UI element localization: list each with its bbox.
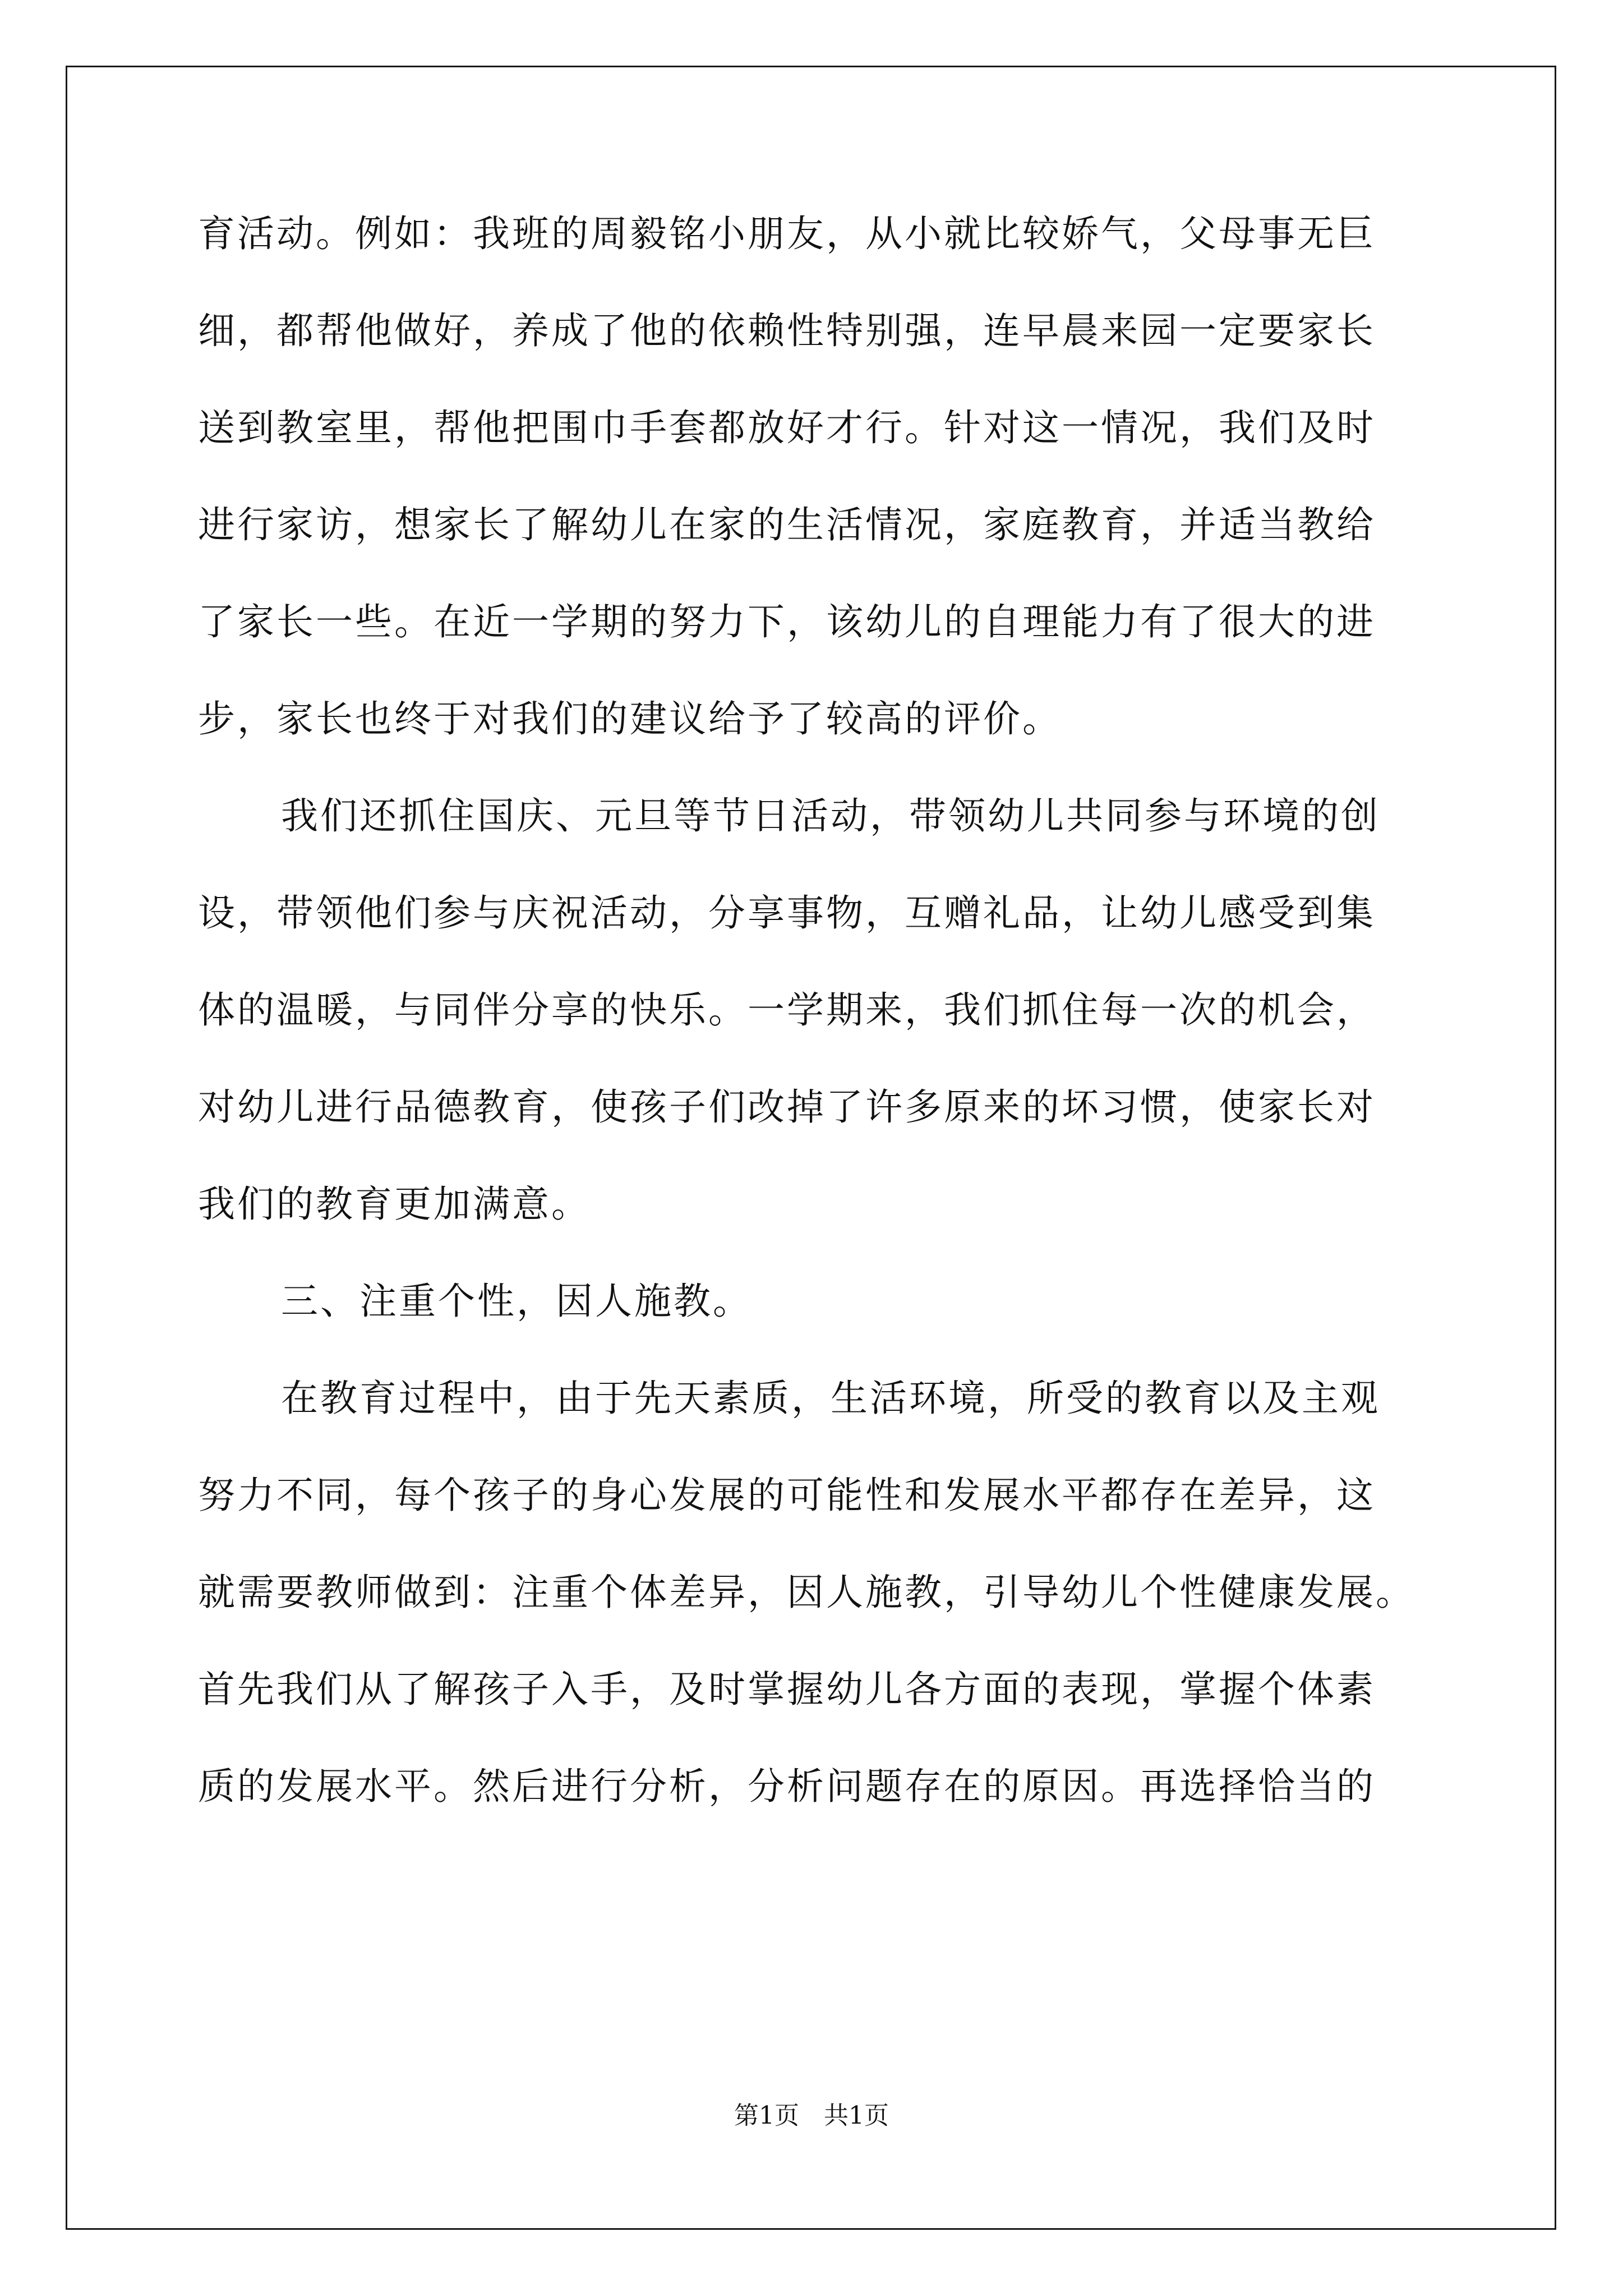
text-line: 步，家长也终于对我们的建议给予了较高的评价。	[198, 697, 1062, 740]
text-line: 就需要教师做到：注重个体差异，因人施教，引导幼儿个性健康发展。	[198, 1571, 1415, 1614]
text-line: 育活动。例如：我班的周毅铭小朋友，从小就比较娇气，父母事无巨	[198, 212, 1376, 255]
text-line: 首先我们从了解孩子入手，及时掌握幼儿各方面的表现，掌握个体素	[198, 1668, 1376, 1711]
text-line: 进行家访，想家长了解幼儿在家的生活情况，家庭教育，并适当教给	[198, 503, 1376, 546]
page-footer: 第1页 共1页	[734, 2101, 889, 2130]
document-body	[198, 185, 1437, 1835]
section-heading: 三、注重个性，因人施教。	[281, 1280, 752, 1323]
text-line: 细，都帮他做好，养成了他的依赖性特别强，连早晨来园一定要家长	[198, 309, 1376, 352]
text-line: 体的温暖，与同伴分享的快乐。一学期来，我们抓住每一次的机会，	[198, 988, 1376, 1032]
text-line: 对幼儿进行品德教育，使孩子们改掉了许多原来的坏习惯，使家长对	[198, 1085, 1376, 1129]
text-line: 送到教室里，帮他把围巾手套都放好才行。针对这一情况，我们及时	[198, 406, 1376, 449]
text-line: 设，带领他们参与庆祝活动，分享事物，互赠礼品，让幼儿感受到集	[198, 891, 1376, 935]
text-line: 我们的教育更加满意。	[198, 1182, 591, 1226]
paragraph-first-line: 我们还抓住国庆、元旦等节日活动，带领幼儿共同参与环境的创	[281, 794, 1380, 838]
text-line: 质的发展水平。然后进行分析，分析问题存在的原因。再选择恰当的	[198, 1765, 1376, 1808]
paragraph-first-line: 在教育过程中，由于先天素质，生活环境，所受的教育以及主观	[281, 1377, 1380, 1420]
text-line: 努力不同，每个孩子的身心发展的可能性和发展水平都存在差异，这	[198, 1474, 1376, 1517]
text-line: 了家长一些。在近一学期的努力下，该幼儿的自理能力有了很大的进	[198, 600, 1376, 643]
